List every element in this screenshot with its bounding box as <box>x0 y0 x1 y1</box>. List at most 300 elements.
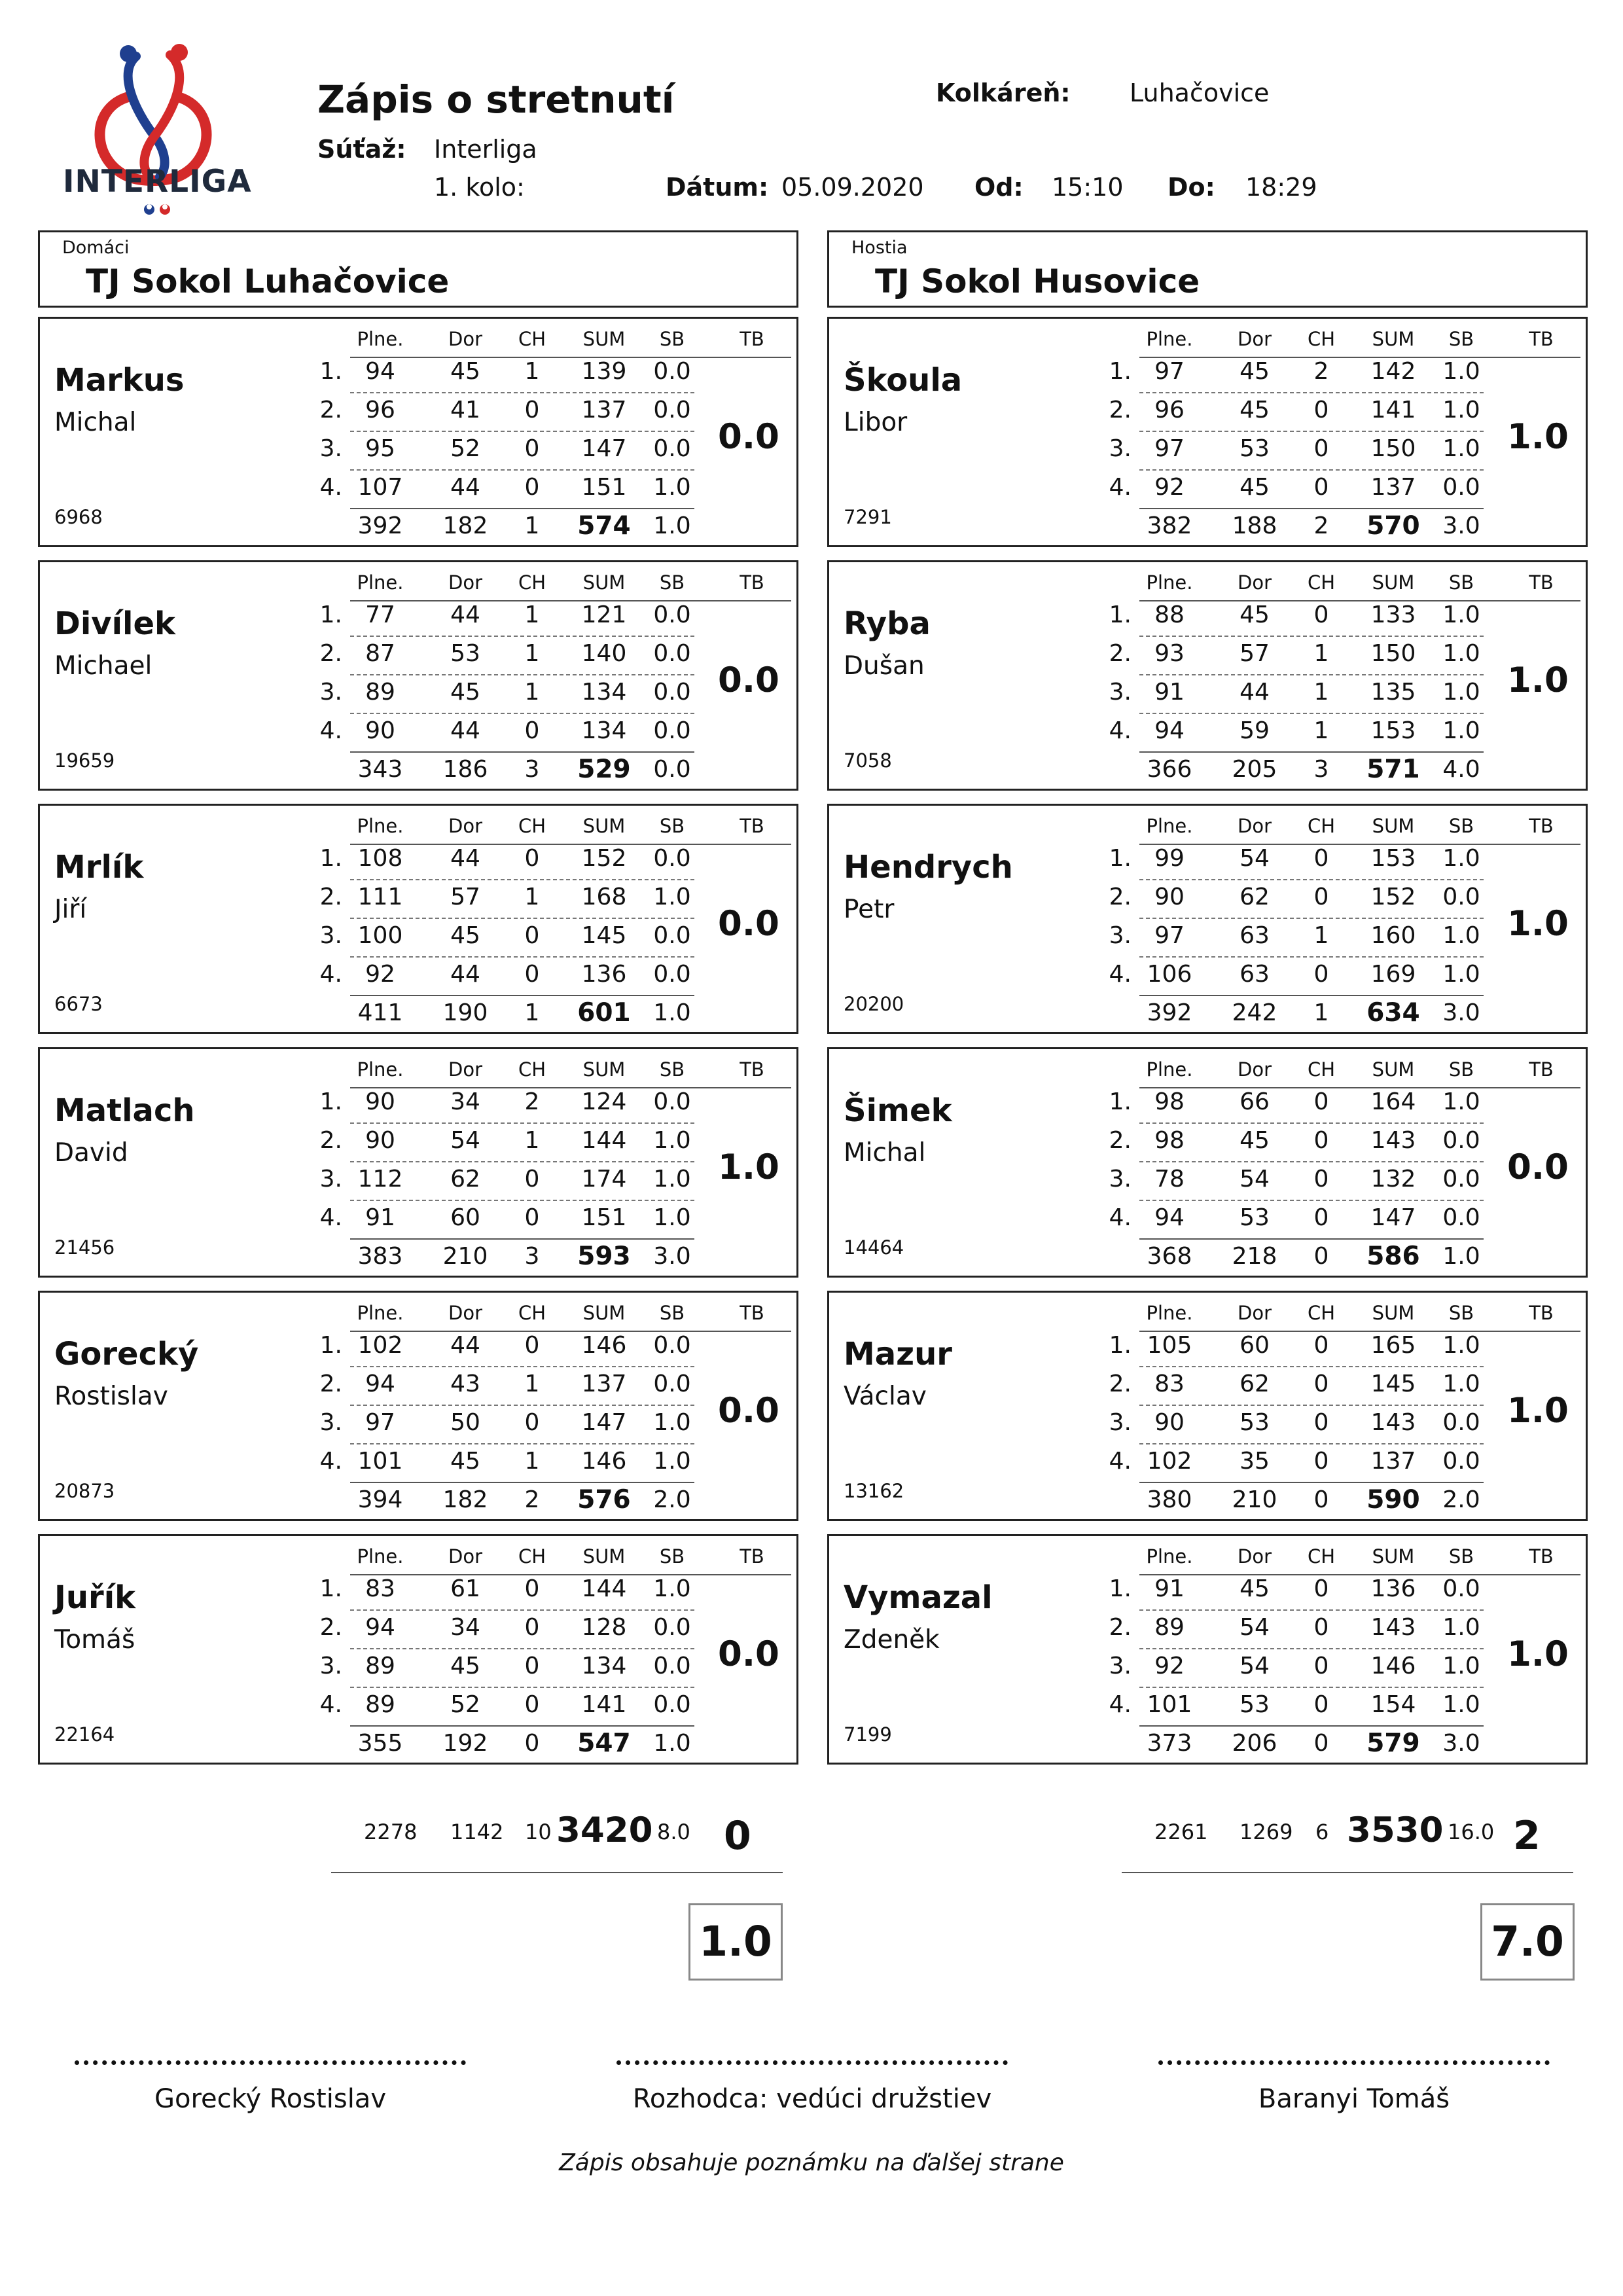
player-surname: Gorecký <box>54 1336 199 1372</box>
player-surname: Mrlík <box>54 849 144 886</box>
home-player-card <box>38 1047 798 1278</box>
home-team-name: TJ Sokol Luhačovice <box>86 262 450 300</box>
round-cell-plne: 99 <box>1154 845 1185 872</box>
round-cell-sum: 164 <box>1370 1088 1416 1115</box>
round-number: 1. <box>1109 358 1132 385</box>
player-firstname: Michal <box>54 408 137 437</box>
player-total-plne: 411 <box>357 999 403 1026</box>
round-cell-sum: 144 <box>581 1127 627 1154</box>
player-id: 22164 <box>54 1723 115 1746</box>
column-header-sb: SB <box>1448 571 1474 594</box>
column-header-dor: Dor <box>448 571 482 594</box>
player-total-sb: 1.0 <box>653 512 691 539</box>
column-header-sb: SB <box>659 1302 685 1324</box>
round-cell-sb: 0.0 <box>653 922 691 949</box>
home-caption: Domáci <box>62 238 130 258</box>
round-cell-sum: 134 <box>581 679 627 706</box>
column-header-sb: SB <box>1448 328 1474 350</box>
home-team-box <box>38 230 798 308</box>
round-cell-dor: 45 <box>1240 1575 1270 1602</box>
round-cell-dor: 45 <box>1240 1127 1270 1154</box>
round-number: 1. <box>1109 1088 1132 1115</box>
round-cell-dor: 61 <box>450 1575 480 1602</box>
round-number: 2. <box>1109 640 1132 667</box>
round-cell-sum: 143 <box>1370 1409 1416 1436</box>
round-cell-dor: 45 <box>1240 358 1270 385</box>
round-cell-plne: 97 <box>1154 922 1185 949</box>
column-header-sum: SUM <box>582 571 626 594</box>
player-total-plne: 392 <box>1147 999 1192 1026</box>
column-header-ch: CH <box>518 1058 546 1081</box>
player-firstname: Libor <box>844 408 908 437</box>
player-total-plne: 394 <box>357 1486 403 1513</box>
round-cell-dor: 52 <box>450 435 480 462</box>
player-total-ch: 3 <box>524 756 540 783</box>
column-header-plne: Plne. <box>1146 1302 1193 1324</box>
round-cell-ch: 0 <box>1313 601 1329 628</box>
round-cell-ch: 0 <box>524 1409 540 1436</box>
player-id: 21456 <box>54 1236 115 1259</box>
round-cell-dor: 44 <box>450 474 480 501</box>
round-cell-plne: 92 <box>1154 474 1185 501</box>
round-cell-sum: 142 <box>1370 358 1416 385</box>
round-number: 2. <box>1109 1614 1132 1641</box>
round-cell-plne: 88 <box>1154 601 1185 628</box>
round-cell-plne: 97 <box>1154 358 1185 385</box>
player-total-sb: 2.0 <box>653 1486 691 1513</box>
row-divider <box>350 1443 694 1444</box>
round-number: 4. <box>1109 961 1132 988</box>
column-header-dor: Dor <box>448 328 482 350</box>
round-number: 1. <box>319 845 342 872</box>
round-cell-sum: 168 <box>581 884 627 910</box>
player-total-sb: 0.0 <box>653 756 691 783</box>
round-number: 4. <box>319 1204 342 1231</box>
round-number: 2. <box>319 640 342 667</box>
column-header-sum: SUM <box>1372 571 1415 594</box>
round-cell-sum: 137 <box>1370 474 1416 501</box>
round-cell-dor: 43 <box>450 1371 480 1397</box>
round-cell-ch: 0 <box>524 474 540 501</box>
round-cell-sb: 1.0 <box>653 1409 691 1436</box>
round-cell-sb: 0.0 <box>653 435 691 462</box>
column-header-sum: SUM <box>1372 815 1415 837</box>
round-cell-plne: 95 <box>365 435 395 462</box>
round-cell-sum: 121 <box>581 601 627 628</box>
row-divider <box>350 431 694 432</box>
round-number: 1. <box>319 358 342 385</box>
round-number: 3. <box>1109 679 1132 706</box>
round-cell-sb: 0.0 <box>653 1088 691 1115</box>
home-match-points: 0 <box>724 1813 751 1859</box>
column-header-ch: CH <box>518 1302 546 1324</box>
away-player-card <box>827 560 1588 791</box>
column-header-sb: SB <box>659 1058 685 1081</box>
round-cell-dor: 60 <box>1240 1332 1270 1359</box>
round-cell-ch: 1 <box>524 601 540 628</box>
round-cell-dor: 54 <box>1240 845 1270 872</box>
player-total-plne: 343 <box>357 756 403 783</box>
player-surname: Vymazal <box>844 1579 993 1616</box>
player-total-sum: 571 <box>1366 755 1420 784</box>
round-number: 1. <box>1109 601 1132 628</box>
round-cell-dor: 34 <box>450 1088 480 1115</box>
round-cell-plne: 97 <box>365 1409 395 1436</box>
player-firstname: David <box>54 1138 128 1168</box>
round-number: 4. <box>319 474 342 501</box>
total-divider <box>1139 1725 1484 1727</box>
player-tb: 1.0 <box>1507 417 1569 457</box>
round-number: 2. <box>319 1371 342 1397</box>
round-number: 3. <box>319 1166 342 1193</box>
round-cell-ch: 0 <box>1313 435 1329 462</box>
signature-line-left <box>75 2060 466 2065</box>
player-total-ch: 0 <box>1313 1243 1329 1270</box>
round-cell-sum: 137 <box>581 1371 627 1397</box>
player-surname: Divílek <box>54 605 175 642</box>
round-number: 3. <box>1109 922 1132 949</box>
away-team-name: TJ Sokol Husovice <box>875 262 1200 300</box>
round-cell-sb: 0.0 <box>653 640 691 667</box>
round-cell-sum: 140 <box>581 640 627 667</box>
round-cell-sum: 137 <box>581 397 627 423</box>
round-cell-dor: 53 <box>1240 435 1270 462</box>
player-tb: 1.0 <box>1507 1634 1569 1674</box>
round-number: 2. <box>1109 884 1132 910</box>
round-cell-sb: 1.0 <box>1442 358 1480 385</box>
round-cell-plne: 90 <box>365 1127 395 1154</box>
row-divider <box>1139 713 1484 714</box>
player-total-sum: 634 <box>1366 998 1420 1028</box>
row-divider <box>350 392 694 393</box>
round-cell-sb: 0.0 <box>653 397 691 423</box>
row-divider <box>1139 636 1484 637</box>
player-firstname: Václav <box>844 1382 927 1411</box>
row-divider <box>350 713 694 714</box>
player-total-ch: 2 <box>524 1486 540 1513</box>
round-cell-sum: 144 <box>581 1575 627 1602</box>
round-number: 1. <box>319 1575 342 1602</box>
column-header-tb: TB <box>1529 815 1554 837</box>
player-total-dor: 188 <box>1232 512 1277 539</box>
player-firstname: Zdeněk <box>844 1625 940 1655</box>
round-number: 2. <box>319 397 342 423</box>
round-cell-ch: 0 <box>1313 1127 1329 1154</box>
round-cell-ch: 1 <box>1313 717 1329 744</box>
round-cell-dor: 44 <box>450 717 480 744</box>
round-cell-ch: 2 <box>524 1088 540 1115</box>
player-id: 7199 <box>844 1723 892 1746</box>
column-header-sum: SUM <box>582 1058 626 1081</box>
round-cell-dor: 53 <box>1240 1204 1270 1231</box>
row-divider <box>1139 1200 1484 1201</box>
player-total-plne: 383 <box>357 1243 403 1270</box>
column-header-plne: Plne. <box>1146 328 1193 350</box>
round-cell-ch: 1 <box>524 358 540 385</box>
round-cell-ch: 1 <box>524 884 540 910</box>
home-player-card <box>38 1291 798 1521</box>
date-value: 05.09.2020 <box>781 173 924 202</box>
round-cell-ch: 0 <box>1313 1409 1329 1436</box>
round-cell-ch: 0 <box>1313 1088 1329 1115</box>
player-total-plne: 366 <box>1147 756 1192 783</box>
player-total-sum: 574 <box>577 511 631 541</box>
signature-name-middle: Rozhodca: vedúci družstiev <box>632 2084 992 2114</box>
away-player-card <box>827 1534 1588 1765</box>
round-cell-dor: 54 <box>1240 1653 1270 1679</box>
player-id: 20873 <box>54 1480 115 1502</box>
column-header-tb: TB <box>740 1058 764 1081</box>
player-total-sum: 590 <box>1366 1485 1420 1515</box>
round-cell-plne: 97 <box>1154 435 1185 462</box>
round-cell-sb: 0.0 <box>653 679 691 706</box>
column-header-ch: CH <box>518 571 546 594</box>
player-id: 7058 <box>844 749 892 772</box>
column-header-plne: Plne. <box>357 1058 404 1081</box>
column-header-tb: TB <box>1529 1302 1554 1324</box>
round-cell-sum: 174 <box>581 1166 627 1193</box>
round-cell-plne: 111 <box>357 884 403 910</box>
column-header-plne: Plne. <box>357 328 404 350</box>
column-header-ch: CH <box>518 1545 546 1568</box>
venue-label: Kolkáreň: <box>936 79 1071 107</box>
round-cell-plne: 112 <box>357 1166 403 1193</box>
round-cell-sum: 145 <box>581 922 627 949</box>
round-cell-ch: 0 <box>524 1332 540 1359</box>
round-number: 1. <box>319 601 342 628</box>
column-header-ch: CH <box>518 815 546 837</box>
round-cell-ch: 0 <box>524 435 540 462</box>
player-surname: Hendrych <box>844 849 1013 886</box>
row-divider <box>350 1161 694 1162</box>
column-header-sb: SB <box>1448 815 1474 837</box>
round-cell-dor: 59 <box>1240 717 1270 744</box>
away-total-sb: 16.0 <box>1448 1820 1495 1844</box>
player-total-sb: 3.0 <box>1442 1730 1480 1757</box>
start-time-value: 15:10 <box>1052 173 1124 202</box>
player-tb: 0.0 <box>1507 1147 1569 1187</box>
away-caption: Hostia <box>851 238 908 258</box>
round-cell-sum: 146 <box>581 1448 627 1475</box>
competition-label: Súťaž: <box>317 135 406 164</box>
footnote: Zápis obsahuje poznámku na ďalšej strane <box>559 2149 1064 2176</box>
round-cell-ch: 0 <box>1313 1332 1329 1359</box>
round-cell-sum: 165 <box>1370 1332 1416 1359</box>
round-cell-plne: 92 <box>1154 1653 1185 1679</box>
column-header-plne: Plne. <box>1146 1058 1193 1081</box>
column-header-plne: Plne. <box>357 571 404 594</box>
round-cell-ch: 0 <box>524 922 540 949</box>
round-cell-sb: 0.0 <box>1442 474 1480 501</box>
page-title: Zápis o stretnutí <box>317 77 675 122</box>
player-total-ch: 0 <box>524 1730 540 1757</box>
row-divider <box>350 1405 694 1406</box>
logo-text: INTERLIGA <box>63 164 252 200</box>
round-cell-sum: 160 <box>1370 922 1416 949</box>
round-cell-ch: 0 <box>1313 474 1329 501</box>
player-total-sum: 593 <box>577 1242 631 1271</box>
round-cell-sb: 1.0 <box>1442 1653 1480 1679</box>
home-total-dor: 1142 <box>450 1820 504 1844</box>
player-tb: 0.0 <box>718 417 779 457</box>
round-cell-dor: 53 <box>1240 1409 1270 1436</box>
column-header-ch: CH <box>1307 1302 1336 1324</box>
column-header-sum: SUM <box>1372 1545 1415 1568</box>
date-label: Dátum: <box>666 173 769 202</box>
column-header-ch: CH <box>1307 328 1336 350</box>
competition-value: Interliga <box>434 135 537 164</box>
round-cell-sb: 0.0 <box>653 1653 691 1679</box>
round-cell-sb: 1.0 <box>1442 397 1480 423</box>
round-cell-dor: 53 <box>1240 1691 1270 1718</box>
round-cell-ch: 1 <box>1313 922 1329 949</box>
round-cell-sb: 0.0 <box>653 601 691 628</box>
round-number: 3. <box>319 1653 342 1679</box>
round-cell-plne: 101 <box>357 1448 403 1475</box>
round-cell-dor: 53 <box>450 640 480 667</box>
row-divider <box>350 469 694 471</box>
round-cell-sb: 1.0 <box>1442 1614 1480 1641</box>
round-cell-sb: 0.0 <box>1442 1127 1480 1154</box>
round-cell-plne: 77 <box>365 601 395 628</box>
column-header-sum: SUM <box>582 815 626 837</box>
round-number: 1. <box>319 1332 342 1359</box>
round-cell-sum: 146 <box>1370 1653 1416 1679</box>
player-total-ch: 0 <box>1313 1730 1329 1757</box>
home-total-sum: 3420 <box>556 1810 653 1850</box>
player-total-dor: 242 <box>1232 999 1277 1026</box>
round-cell-dor: 45 <box>450 358 480 385</box>
round-cell-ch: 0 <box>1313 397 1329 423</box>
round-cell-ch: 0 <box>1313 1575 1329 1602</box>
round-cell-sum: 134 <box>581 1653 627 1679</box>
player-total-ch: 3 <box>1313 756 1329 783</box>
player-total-dor: 205 <box>1232 756 1277 783</box>
round-cell-dor: 60 <box>450 1204 480 1231</box>
round-cell-dor: 62 <box>450 1166 480 1193</box>
round-cell-plne: 89 <box>1154 1614 1185 1641</box>
away-total-sum: 3530 <box>1347 1810 1444 1850</box>
player-firstname: Michal <box>844 1138 926 1168</box>
away-final-score: 7.0 <box>1480 1903 1575 1981</box>
row-divider <box>1139 879 1484 880</box>
round-cell-sum: 135 <box>1370 679 1416 706</box>
player-tb: 1.0 <box>718 1147 779 1187</box>
player-surname: Juřík <box>54 1579 136 1616</box>
flags-icon <box>141 203 173 216</box>
round-cell-plne: 101 <box>1147 1691 1192 1718</box>
round-cell-sum: 143 <box>1370 1127 1416 1154</box>
row-divider <box>1139 1366 1484 1367</box>
column-header-dor: Dor <box>448 1545 482 1568</box>
round-cell-plne: 83 <box>365 1575 395 1602</box>
round-cell-dor: 57 <box>1240 640 1270 667</box>
row-divider <box>350 1200 694 1201</box>
player-firstname: Dušan <box>844 651 925 681</box>
home-total-ch: 10 <box>525 1820 552 1844</box>
round-cell-dor: 45 <box>450 1653 480 1679</box>
round-cell-ch: 1 <box>524 1127 540 1154</box>
round-number: 1. <box>1109 845 1132 872</box>
round-number: 3. <box>319 679 342 706</box>
player-tb: 0.0 <box>718 1391 779 1431</box>
player-id: 20200 <box>844 993 904 1015</box>
total-divider <box>1139 508 1484 509</box>
round-number: 4. <box>1109 1691 1132 1718</box>
round-number: 3. <box>1109 1409 1132 1436</box>
column-header-dor: Dor <box>1238 1302 1272 1324</box>
round-cell-sb: 1.0 <box>1442 845 1480 872</box>
round-cell-sb: 0.0 <box>653 1332 691 1359</box>
player-total-sb: 3.0 <box>653 1243 691 1270</box>
round-cell-ch: 1 <box>524 1448 540 1475</box>
column-header-dor: Dor <box>1238 571 1272 594</box>
player-total-sum: 547 <box>577 1729 631 1758</box>
round-number: 4. <box>319 1448 342 1475</box>
row-divider <box>1139 1443 1484 1444</box>
home-player-card <box>38 804 798 1034</box>
player-firstname: Jiří <box>54 895 87 924</box>
column-header-ch: CH <box>1307 571 1336 594</box>
round-cell-plne: 96 <box>1154 397 1185 423</box>
round-cell-sb: 1.0 <box>653 1166 691 1193</box>
round-cell-plne: 78 <box>1154 1166 1185 1193</box>
round-cell-sb: 0.0 <box>653 1371 691 1397</box>
away-total-dor: 1269 <box>1240 1820 1293 1844</box>
round-cell-ch: 0 <box>1313 1653 1329 1679</box>
column-header-tb: TB <box>740 328 764 350</box>
venue-value: Luhačovice <box>1130 79 1270 107</box>
round-cell-dor: 45 <box>450 922 480 949</box>
round-number: 3. <box>1109 1653 1132 1679</box>
row-divider <box>350 918 694 919</box>
round-cell-sum: 153 <box>1370 845 1416 872</box>
round-cell-dor: 45 <box>1240 474 1270 501</box>
round-cell-sb: 1.0 <box>1442 961 1480 988</box>
round-cell-ch: 0 <box>1313 1166 1329 1193</box>
round-cell-sum: 154 <box>1370 1691 1416 1718</box>
round-cell-plne: 91 <box>1154 1575 1185 1602</box>
row-divider <box>350 956 694 958</box>
column-header-tb: TB <box>740 1545 764 1568</box>
round-cell-sum: 137 <box>1370 1448 1416 1475</box>
round-cell-plne: 98 <box>1154 1127 1185 1154</box>
round-cell-sum: 139 <box>581 358 627 385</box>
round-cell-plne: 98 <box>1154 1088 1185 1115</box>
player-total-dor: 210 <box>442 1243 488 1270</box>
round-cell-sb: 1.0 <box>1442 922 1480 949</box>
row-divider <box>350 1366 694 1367</box>
round-cell-plne: 94 <box>1154 1204 1185 1231</box>
player-total-ch: 1 <box>1313 999 1329 1026</box>
round-number: 3. <box>1109 1166 1132 1193</box>
round-number: 3. <box>1109 435 1132 462</box>
player-total-sum: 579 <box>1366 1729 1420 1758</box>
round-cell-ch: 1 <box>524 1371 540 1397</box>
round-cell-plne: 83 <box>1154 1371 1185 1397</box>
round-cell-ch: 0 <box>1313 1448 1329 1475</box>
column-header-sb: SB <box>1448 1058 1474 1081</box>
round-cell-ch: 0 <box>524 1691 540 1718</box>
column-header-tb: TB <box>740 815 764 837</box>
column-header-plne: Plne. <box>1146 1545 1193 1568</box>
round-number: 4. <box>1109 717 1132 744</box>
total-divider <box>1139 1482 1484 1483</box>
player-tb: 1.0 <box>1507 660 1569 700</box>
column-header-plne: Plne. <box>357 1545 404 1568</box>
column-header-dor: Dor <box>448 815 482 837</box>
away-match-points: 2 <box>1513 1813 1541 1859</box>
